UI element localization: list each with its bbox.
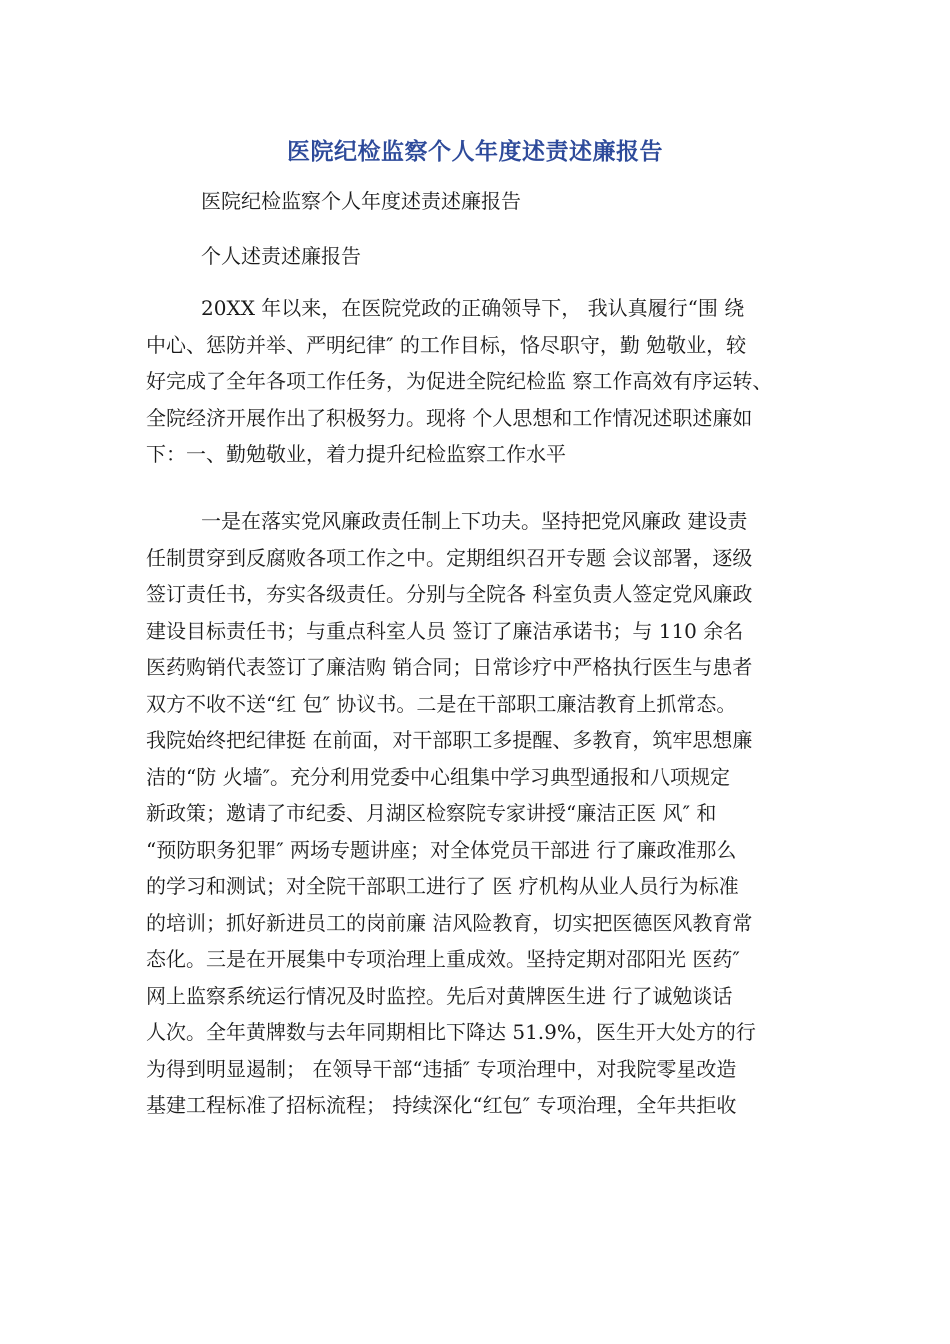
paragraph-line: 好完成了全年各项工作任务，为促进全院纪检监 察工作高效有序运转、: [146, 369, 773, 393]
paragraph-line: 全院经济开展作出了积极努力。现将 个人思想和工作情况述职述廉如: [146, 405, 753, 430]
paragraph-line: 中心、惩防并举、严明纪律″ 的工作目标，恪尽职守，勤 勉敬业，较: [146, 332, 747, 357]
paragraph-line: 态化。三是在开展集中专项治理上重成效。坚持定期对邵阳光 医药″: [146, 947, 740, 971]
paragraph-2: [146, 503, 816, 1124]
paragraph-line: “预防职务犯罪″ 两场专题讲座；对全体党员干部进 行了廉政准那么: [146, 837, 737, 862]
paragraph-line: 下：一、勤勉敬业，着力提升纪检监察工作水平: [146, 442, 566, 466]
paragraph-line: 为得到明显遏制； 在领导干部“违插″ 专项治理中，对我院零星改造: [146, 1056, 737, 1081]
paragraph-line: 我院始终把纪律挺 在前面，对干部职工多提醒、多教育，筑牢思想廉: [146, 728, 753, 752]
paragraph-line: 建设目标责任书；与重点科室人员 签订了廉洁承诺书；与 110 余名: [146, 618, 744, 643]
document-title: 医院纪检监察个人年度述责述廉报告: [287, 139, 663, 165]
paragraph-line: 签订责任书，夯实各级责任。分别与全院各 科室负责人签定党风廉政: [146, 582, 753, 606]
section-heading: 个人述责述廉报告: [201, 244, 361, 268]
paragraph-line: 新政策；邀请了市纪委、月湖区检察院专家讲授“廉洁正医 风″ 和: [146, 801, 717, 825]
paragraph-line: 人次。全年黄牌数与去年同期相比下降达 51.9%，医生开大处方的行: [146, 1020, 756, 1044]
paragraph-line: 医药购销代表签订了廉洁购 销合同；日常诊疗中严格执行医生与患者: [146, 655, 753, 679]
paragraph-line: 网上监察系统运行情况及时监控。先后对黄牌医生进 行了诚勉谈话: [146, 983, 733, 1008]
paragraph-line: 一是在落实党风廉政责任制上下功夫。坚持把党风廉政 建设责: [201, 509, 748, 533]
paragraph-line: 20XX 年以来，在医院党政的正确领导下， 我认真履行“围 绕: [201, 296, 745, 320]
paragraph-line: 双方不收不送“红 包″ 协议书。二是在干部职工廉洁教育上抓常态。: [146, 691, 737, 716]
paragraph-1: [146, 290, 816, 473]
document-subtitle: 医院纪检监察个人年度述责述廉报告: [201, 189, 521, 213]
paragraph-line: 任制贯穿到反腐败各项工作之中。定期组织召开专题 会议部署，逐级: [146, 545, 753, 570]
paragraph-line: 洁的“防 火墙″。充分利用党委中心组集中学习典型通报和八项规定: [146, 764, 731, 789]
paragraph-line: 的培训；抓好新进员工的岗前廉 洁风险教育，切实把医德医风教育常: [146, 910, 753, 935]
paragraph-line: 基建工程标准了招标流程； 持续深化“红包″ 专项治理，全年共拒收: [146, 1093, 737, 1117]
paragraph-line: 的学习和测试；对全院干部职工进行了 医 疗机构从业人员行为标准: [146, 874, 739, 898]
